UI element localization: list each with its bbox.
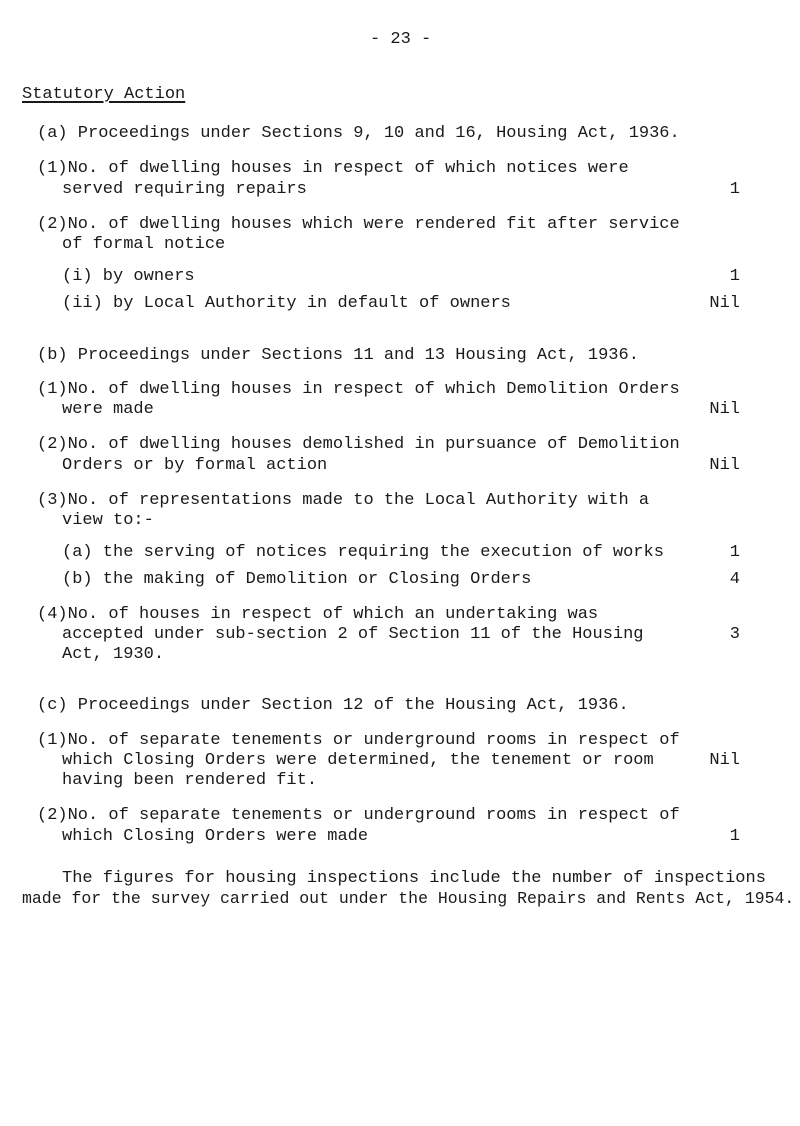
c1-line3: having been rendered fit. [62, 771, 318, 790]
b4-line3: Act, 1930. [62, 645, 165, 664]
page-number: - 23 - [370, 30, 432, 49]
section-c-title: (c) Proceedings under Section 12 of the Housing Act, 1936. [37, 696, 629, 715]
section-a-title: (a) Proceedings under Sections 9, 10 and 16, Housing Act, 1936. [37, 124, 680, 143]
b2-line1: (2)No. of dwelling houses demolished in pursuance of Demolition [37, 435, 680, 454]
b3-line2: view to:- [62, 511, 154, 530]
b3-sub-a-value: 1 [729, 543, 740, 562]
a2-line2: of formal notice [62, 235, 226, 254]
a2-sub-i-value: 1 [729, 267, 740, 286]
b3-sub-a-label: (a) the serving of notices requiring the execution of works [62, 543, 664, 562]
page-heading: Statutory Action [22, 85, 186, 104]
b4-value: 3 [729, 625, 740, 644]
c1-line2: which Closing Orders were determined, the tenement or room [62, 751, 654, 770]
c2-line2: which Closing Orders were made [62, 827, 369, 846]
b4-line2: accepted under sub-section 2 of Section 11 of the Housing [62, 625, 644, 644]
c1-value: Nil [709, 751, 740, 770]
b3-line1: (3)No. of representations made to the Local Authority with a [37, 491, 650, 510]
b4-line1: (4)No. of houses in respect of which an undertaking was [37, 605, 599, 624]
a2-line1: (2)No. of dwelling houses which were rendered fit after service [37, 215, 680, 234]
footnote-line2: made for the survey carried out under the Housing Repairs and Rents Act, 1954. [22, 889, 795, 908]
a1-line2: served requiring repairs [62, 180, 307, 199]
a2-sub-ii-value: Nil [709, 294, 740, 313]
a1-value: 1 [729, 180, 740, 199]
footnote-line1: The figures for housing inspections include the number of inspections [62, 869, 766, 888]
b3-sub-b-value: 4 [729, 570, 740, 589]
a1-line1: (1)No. of dwelling houses in respect of which notices were [37, 159, 629, 178]
a2-sub-i-label: (i) by owners [62, 267, 195, 286]
b3-sub-b-label: (b) the making of Demolition or Closing Orders [62, 570, 532, 589]
b1-value: Nil [709, 400, 740, 419]
c2-value: 1 [729, 827, 740, 846]
c2-line1: (2)No. of separate tenements or underground rooms in respect of [37, 806, 680, 825]
b2-value: Nil [709, 456, 740, 475]
section-b-title: (b) Proceedings under Sections 11 and 13 Housing Act, 1936. [37, 346, 639, 365]
c1-line1: (1)No. of separate tenements or underground rooms in respect of [37, 731, 680, 750]
a2-sub-ii-label: (ii) by Local Authority in default of owners [62, 294, 511, 313]
b2-line2: Orders or by formal action [62, 456, 328, 475]
b1-line2: were made [62, 400, 154, 419]
b1-line1: (1)No. of dwelling houses in respect of which Demolition Orders [37, 380, 680, 399]
